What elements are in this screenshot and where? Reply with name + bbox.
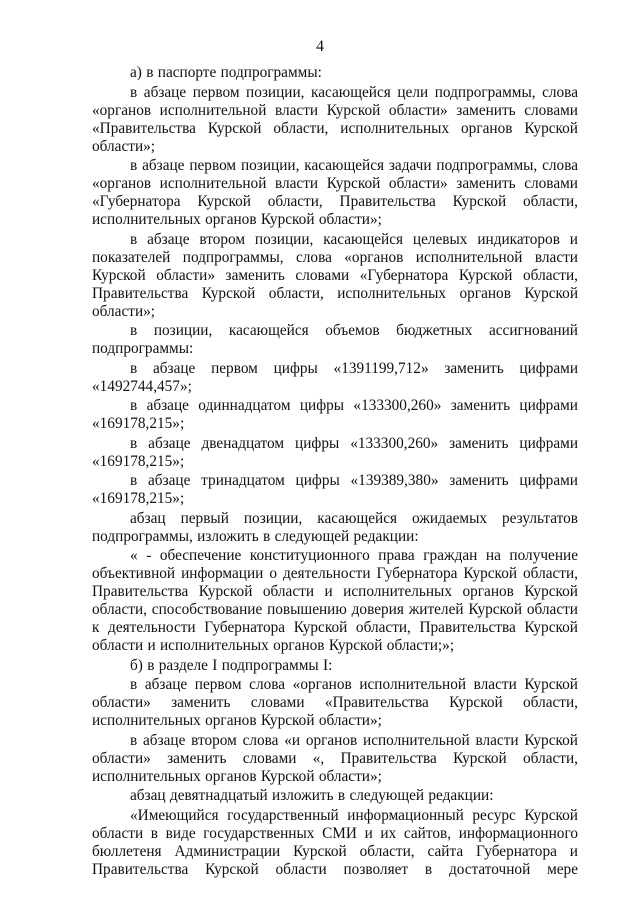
page-number: 4 [316,38,324,55]
paragraph: в абзаце первом позиции, касающейся цели подпрограммы, слова «органов исполнительной власти Курской области» заменить словами «Правительства Курской области, исполнительных органов Курской области»; [92,83,578,155]
paragraph: абзац девятнадцатый изложить в следующей редакции: [130,787,494,804]
paragraph: в абзаце тринадцатом цифры «139389,380» заменить цифрами «169178,215»; [92,472,578,507]
paragraph: в абзаце первом слова «органов исполнительной власти Курской области» заменить словами «Правительства Курской области, исполнительных органов Курской области»; [92,676,578,729]
paragraph: в абзаце одиннадцатом цифры «133300,260» заменить цифрами «169178,215»; [92,397,578,432]
paragraph: в абзаце втором позиции, касающейся целевых индикаторов и показателей подпрограммы, слова «органов исполнительной власти Курской области» заменить словами «Губернатора Курской области, Правительства Курской области, исполнительных органов Курской области»; [92,230,578,320]
paragraph: в абзаце первом позиции, касающейся задачи подпрограммы, слова «органов исполнительной власти Курской области» заменить словами «Губернатора Курской области, Правительства Курской области, исполнительных органов Курской области»; [92,157,578,228]
document-body [92,64,578,880]
paragraph: б) в разделе I подпрограммы I: [130,656,333,674]
paragraph: абзац первый позиции, касающейся ожидаемых результатов подпрограммы, изложить в следующей редакции: [92,509,578,545]
paragraph: «Имеющийся государственный информационный ресурс Курской области в виде государственных СМИ и их сайтов, информационного бюллетеня Администрации Курской области, сайта Губернатора и Правительства Курской области позволяет в достаточной мере [92,806,578,878]
paragraph: а) в паспорте подпрограммы: [130,64,322,81]
paragraph: « - обеспечение конституционного права граждан на получение объективной информации о деятельности Губернатора Курской области, Правительства Курской области и исполнительных органов Курской области, способствование повышению доверия жителей Курской области к деятельности Губернатора Курской области, Правительства Курской области и исполнительных органов Курской области;»; [92,547,578,654]
paragraph: в абзаце первом цифры «1391199,712» заменить цифрами «1492744,457»; [92,359,578,395]
paragraph: в абзаце двенадцатом цифры «133300,260» заменить цифрами «169178,215»; [92,434,578,470]
paragraph: в абзаце втором слова «и органов исполнительной власти Курской области» заменить словами «, Правительства Курской области, исполнительных органов Курской области»; [92,731,578,785]
paragraph: в позиции, касающейся объемов бюджетных ассигнований подпрограммы: [92,322,578,357]
